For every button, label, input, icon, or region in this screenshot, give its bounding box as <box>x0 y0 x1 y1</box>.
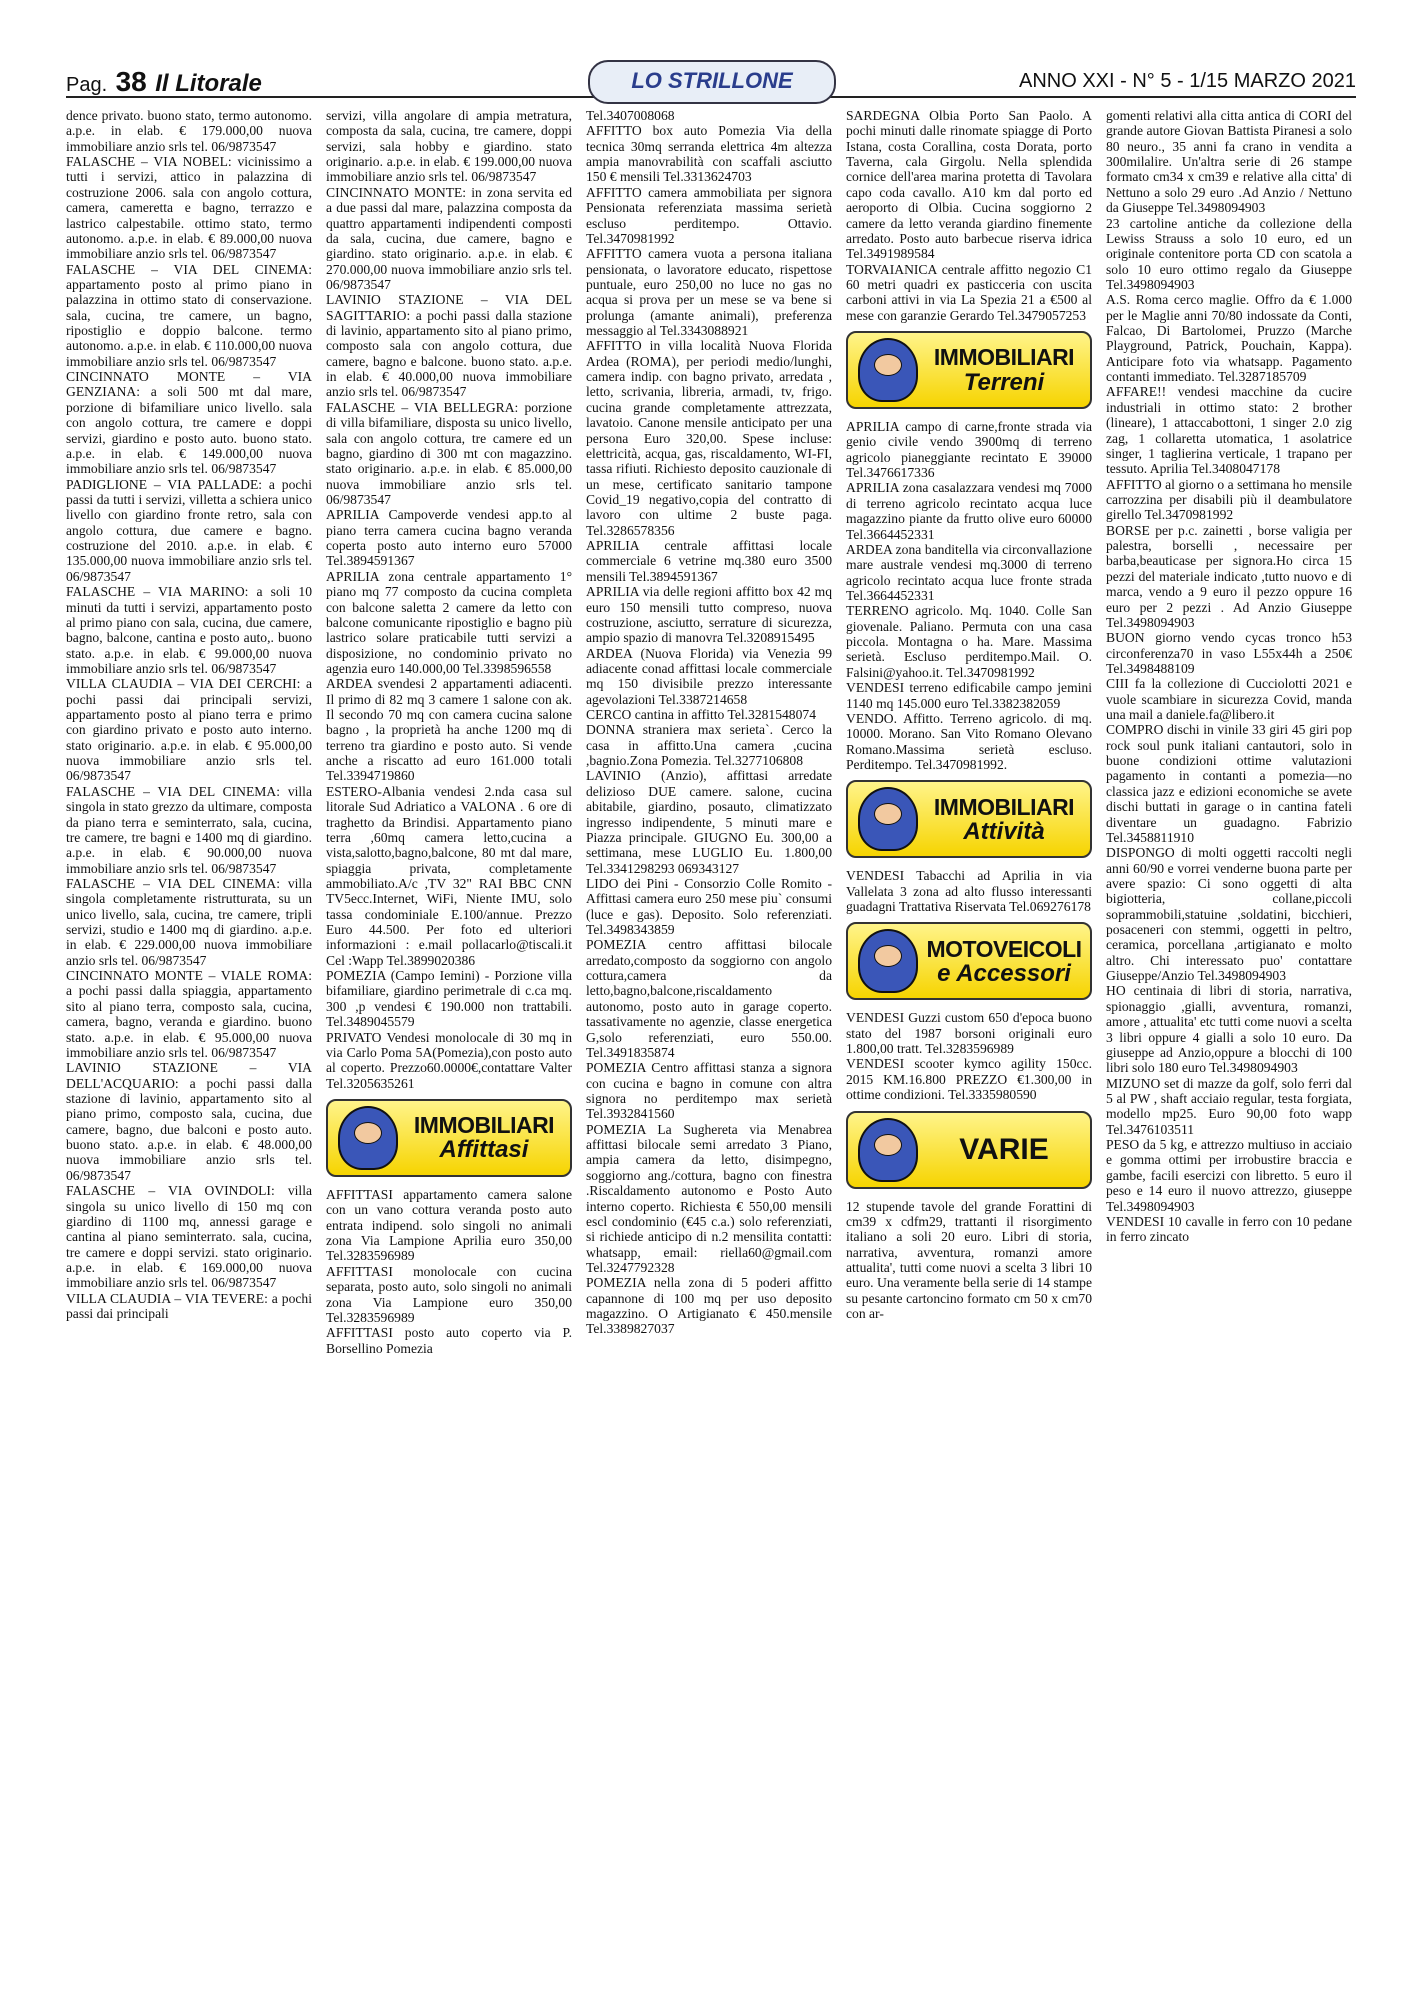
classified-ad: VENDESI scooter kymco agility 150cc. 2015 KM.16.800 PREZZO €1.300,00 in ottime condizioni. Tel.3335980590 <box>846 1056 1092 1103</box>
classified-ad: POMEZIA nella zona di 5 poderi affitto capannone di 100 mq per uso deposito magazzino. O Artigianato € 450.mensile Tel.3389827037 <box>586 1275 832 1337</box>
classified-ad: PADIGLIONE – VIA PALLADE: a pochi passi da tutti i servizi, villetta a schiera unico livello con giardino fronte retro, sala con angolo cottura, due camere e bagno. costruzione del 2010. a.p.e. in elab. € 135.000,00 nuova immobiliare anzio srls tel. 06/9873547 <box>66 476 312 584</box>
classified-ad: APRILIA Campoverde vendesi app.to al piano terra camera cucina bagno veranda coperta posto auto interno euro 57000 Tel.3894591367 <box>326 507 572 569</box>
classified-ad: HO centinaia di libri di storia, narrativa, spionaggio ,gialli, avventura, romanzi, amore , attualita' etc tutti come nuovi a scelta 3 libri oppure 4 gialli a solo 10 euro. Da giuseppe ad Anzio,oppure a blocchi di 100 libri solo 180 euro Tel.3498094903 <box>1106 983 1352 1076</box>
classified-ad: 12 stupende tavole del grande Forattini di cm39 x cdfm29, trattanti il risorgimento italiano a soli 20 euro. Libri di storia, narrativa, avventura, romanzi amore attualita', tutti come nuovi a scelta 3 libri 10 euro. Una veramente bella serie di 14 stampe su pesante cartoncino formato cm 50 x cm70 con ar- <box>846 1198 1092 1322</box>
section-banner-varie <box>846 1111 1092 1189</box>
classified-ad: COMPRO dischi in vinile 33 giri 45 giri pop rock soul punk italiani cantautori, solo in buone condizioni ottime valutazioni pagamento in contanti a pomezia—no classica jazz e edizioni economiche se avete dischi buttati in garage o in cantina fateli diventare un guadagno. Fabrizio Tel.3458811910 <box>1106 722 1352 845</box>
column-4 <box>846 108 1092 1988</box>
classified-ad: POMEZIA Centro affittasi stanza a signora con cucina e bagno in comune con altra signora no perditempo max serietà Tel.3932841560 <box>586 1060 832 1122</box>
classified-ad: AFFITTO al giorno o a settimana ho mensile carrozzina per disabili più il deambulatore girello Tel.3470981992 <box>1106 476 1352 523</box>
classified-ad: FALASCHE – VIA DEL CINEMA: villa singola completamente ristrutturata, su un unico livello, sala, cucina, tre camere, tripli servizi, studio e 1400 mq di giardino. a.p.e. in elab. € 229.000,00 nuova immobiliare anzio srls tel. 06/9873547 <box>66 875 312 968</box>
classified-ad: AFFITTASI appartamento camera salone con un vano cottura veranda posto auto entrata indipend. solo singoli no animali zona Via Lampione Aprilia euro 350,00 Tel.3283596989 <box>326 1187 572 1264</box>
classified-ad: POMEZIA (Campo Iemini) - Porzione villa bifamiliare, giardino perimetrale di c.ca mq. 300 ,p vendesi € 190.000 non trattabili. Tel.3489045579 <box>326 968 572 1030</box>
classified-ad: APRILIA campo di carne,fronte strada via genio civile vendo 3900mq di terreno agricolo pianeggiante recintato E 39000 Tel.3476617336 <box>846 419 1092 481</box>
ads-list <box>846 419 1092 772</box>
banner-title: IMMOBILIARI <box>933 344 1075 371</box>
classified-ad: LAVINIO STAZIONE – VIA DEL SAGITTARIO: a pochi passi dalla stazione di lavinio, appartamento sito al piano primo, composto sala con angolo cottura, due camere, bagno e balcone. buono stato. a.p.e. in elab. € 40.000,00 nuova immobiliare anzio srls tel. 06/9873547 <box>326 292 572 400</box>
banner-title: MOTOVEICOLI <box>926 935 1082 962</box>
classified-ad: Tel.3407008068 <box>586 108 675 123</box>
column-5 <box>1106 108 1352 1988</box>
classified-ad: ARDEA svendesi 2 appartamenti adiacenti. Il primo di 82 mq 3 camere 1 salone con ak. Il secondo 70 mq con camera cucina salone bagno , la proprietà ha anche 1200 mq di terreno tra giardino e posto auto. Si vende anche a riscatto ad euro 161.000 totali Tel.3394719860 <box>326 676 572 784</box>
classified-ad: AFFARE!! vendesi macchine da cucire industriali in ottimo stato: 2 brother (lineare), 1 attaccabottoni, 1 singer 2.0 zig zag, 1 collaretta utomatica, 1 asolatrice singer, 1 taglierina verticale, 1 trapano per tessuto. Aprilia Tel.3408047178 <box>1106 384 1352 477</box>
classified-ad: AFFITTO box auto Pomezia Via della tecnica 30mq serranda elettrica 4m altezza ampia manovrabilità con scaffali asciutto 150 € mensili Tel.3313624703 <box>586 123 832 185</box>
classified-ad: LIDO dei Pini - Consorzio Colle Romito - Affittasi camera euro 250 mese piu` consumi (luce e gas). Deposito. Solo referenziati. Tel.3498343859 <box>586 875 832 938</box>
classified-ad: BORSE per p.c. zainetti , borse valigia per palestra, borselli , necessaire per barba,beauticase per signora.Ho circa 15 pezzi del materiale indicato ,tutto nuovo e di marca, vendo a 9 euro il pezzo oppure 16 euro per 2 pezzi . Ad Anzio Giuseppe Tel.3498094903 <box>1106 522 1352 630</box>
strillone-logo: LO STRILLONE <box>588 60 836 104</box>
classified-ad: 23 cartoline antiche da collezione della Lewiss Strauss a solo 10 euro, ed un originale contenitore porta CD con scatola a solo 10 euro ottimo regalo da Giuseppe Tel.3498094903 <box>1106 215 1352 292</box>
classified-ad: VILLA CLAUDIA – VIA DEI CERCHI: a pochi passi dai principali servizi, appartamento posto al piano terra e primo con giardino privato e posto auto interno. stato originario. a.p.e. in elab. € 95.000,00 nuova immobiliare anzio srls tel. 06/9873547 <box>66 676 312 784</box>
classified-ad: BUON giorno vendo cycas tronco h53 circonferenza70 in vaso L55x44h a 250€ Tel.3498488109 <box>1106 630 1352 676</box>
strillone-mascot-icon <box>338 1106 398 1170</box>
classified-ad: POMEZIA La Sughereta via Menabrea affittasi bilocale semi arredato 3 Piano, ampia camera da letto, disimpegno, soggiorno ang./cottura, bagno con finestra .Riscaldamento autonomo e Posto Auto interno coperto. Richiesta € 550,00 mensili escl condominio (€45 c.a.) solo referenziati, si richiede anticipo di n.2 mensilita contatti: whatsapp, email: riella60@gmail.com Tel.3247792328 <box>586 1121 832 1275</box>
classified-ad: PRIVATO Vendesi monolocale di 30 mq in via Carlo Poma 5A(Pomezia),con posto auto al coperto. Prezzo60.0000€,contattare Valter Tel.3205635261 <box>326 1029 572 1091</box>
classified-ad: VENDESI terreno edificabile campo jemini 1140 mq 145.000 euro Tel.3382382059 <box>846 680 1092 711</box>
classified-ad: ARDEA zona banditella via circonvallazione mare australe vendesi mq.3000 di terreno agricolo recintato acqua luce fronte strada Tel.3664452331 <box>846 541 1092 603</box>
ads-list <box>1106 108 1352 1245</box>
paper-title: Il Litorale <box>155 70 262 97</box>
classified-ad: VENDESI 10 cavalle in ferro con 10 pedane in ferro zincato <box>1106 1213 1352 1245</box>
classified-ad: AFFITTASI monolocale con cucina separata, posto auto, solo singoli no animali zona Via Lampione euro 350,00 Tel.3283596989 <box>326 1263 572 1325</box>
classified-ad: APRILIA zona centrale appartamento 1° piano mq 77 composto da cucina completa con balcone saletta 2 camere da letto con balcone comunicante ripostiglio e bagno più lastrico solare praticabile tutti servizi a disposizione, no condominio privato no agenzia euro 140.000,00 Tel.3398596558 <box>326 568 572 676</box>
header-left <box>66 66 262 98</box>
classified-ad: TERRENO agricolo. Mq. 1040. Colle San giovenale. Paliano. Permuta con una casa piccola. Montagna o ha. Mare. Massima serietà. Escluso perditempo.Mail. O. Falsini@yahoo.it. Tel.3470981992 <box>846 603 1092 680</box>
classified-ad: SARDEGNA Olbia Porto San Paolo. A pochi minuti dalle rinomate spiagge di Porto Istana, costa Corallina, costa Dorata, porto Taverna, cala Girgolu. Nella splendida cornice dell'area marina protetta di Tavolara capo coda cavallo. A10 km dal porto ed aeroporto di Olbia. Cucina soggiorno 2 camere da letto veranda giardino finemente arredato. Posto auto barbecue riserva idrica Tel.3491989584 <box>846 108 1092 262</box>
classified-ad: AFFITTO camera vuota a persona italiana pensionata, o lavoratore educato, rispettose puntuale, euro 250,00 no luce no gas no acqua si prova per un mese se va bene si prolunga (amante animali), preferenza messaggio al Tel.3343088921 <box>586 246 832 339</box>
classified-ad: LAVINIO STAZIONE – VIA DELL'ACQUARIO: a pochi passi dalla stazione di lavinio, appartamento sito al piano primo, composto sala, cucina, due camere, bagno, due balconi e posto auto. buono stato. a.p.e. in elab. € 48.000,00 nuova immobiliare anzio srls tel. 06/9873547 <box>66 1060 312 1183</box>
column-1 <box>66 108 312 1988</box>
classified-ad: servizi, villa angolare di ampia metratura, composta da sala, cucina, tre camere, doppi servizi, sala hobby e giardino. stato originario. a.p.e. in elab. € 199.000,00 nuova immobiliare anzio srls tel. 06/9873547 <box>326 108 572 185</box>
classified-ad: CINCINNATO MONTE – VIA GENZIANA: a soli 500 mt dal mare, porzione di bifamiliare unico livello. sala con angolo cottura, tre camere e doppi servizi, giardino e posto auto. buono stato. a.p.e. in elab. € 149.000,00 nuova immobiliare anzio srls tel. 06/9873547 <box>66 369 312 477</box>
ads-list <box>326 1187 572 1356</box>
ads-list <box>66 108 312 1321</box>
classified-ad: CERCO cantina in affitto Tel.3281548074 <box>586 707 816 723</box>
classified-ad: gomenti relativi alla citta antica di CORI del grande autore Giovan Battista Piranesi a solo 80 neuro., 35 anni fa crano in vendita a 300milalire. Un'altra serie di 26 stampe formato cm34 x cm39 e relative alla citta' di Nettuno a solo 29 euro .Ad Anzio / Nettuno da Giuseppe Tel.3498094903 <box>1106 108 1352 216</box>
classified-ad: ARDEA (Nuova Florida) via Venezia 99 adiacente conad affittasi locale commerciale mq 150 divisibile prezzo interessante agevolazioni Tel.3387214658 <box>586 645 832 707</box>
classified-ad: TORVAIANICA centrale affitto negozio C1 60 metri quadri ex pasticceria con uscita carboni attivi in via La Spezia 21 a €500 al mese con garanzie Gerardo Tel.3479057253 <box>846 261 1092 323</box>
column-2 <box>326 108 572 1988</box>
classified-ad: POMEZIA centro affittasi bilocale arredato,composto da soggiorno con angolo cottura,camera da letto,bagno,balcone,riscaldamento autonomo, posto auto in garage coperto. tassativamente no agenzie, classe energetica G,solo referenziati, euro 550.00. Tel.3491835874 <box>586 937 832 1060</box>
classified-ad: PESO da 5 kg, e attrezzo multiuso in acciaio e gomma ottimi per irrobustire braccia e gambe, facili esercizi con libretto. 5 euro il peso e 14 euro il nuovo attrezzo, giuseppe Tel.3498094903 <box>1106 1137 1352 1214</box>
classified-ad: CINCINNATO MONTE: in zona servita ed a due passi dal mare, palazzina composta da quattro appartamenti indipendenti composti da sala, cucina, due camere, bagno e giardino. stato originario. a.p.e. in elab. € 270.000,00 nuova immobiliare anzio srls tel. 06/9873547 <box>326 184 572 292</box>
ads-list <box>846 868 1092 914</box>
classified-ad: DONNA straniera max serieta`. Cerco la casa in affitto.Una camera ,cucina ,bagnio.Zona Pomezia. Tel.3277106808 <box>586 722 832 769</box>
banner-subtitle: Terreni <box>963 368 1045 396</box>
ads-list <box>326 108 572 1091</box>
ads-list <box>846 1010 1092 1102</box>
classified-ad: FALASCHE – VIA DEL CINEMA: villa singola in stato grezzo da ultimare, composta da piano terra e seminterrato, sala, cucina, tre camere, tre bagni e 1400 mq di giardino. a.p.e. in elab. € 90.000,00 nuova immobiliare anzio srls tel. 06/9873547 <box>66 783 312 876</box>
strillone-mascot-icon <box>858 929 918 993</box>
classified-ad: VENDESI Guzzi custom 650 d'epoca buono stato del 1987 borsoni originali euro 1.800,00 tratt. Tel.3283596989 <box>846 1010 1092 1057</box>
section-banner-affittasi <box>326 1099 572 1177</box>
classified-ad: CINCINNATO MONTE – VIALE ROMA: a pochi passi dalla spiaggia, appartamento sito al piano terra, composto sala, cucina, camera, bagno, veranda e giardino. buono stato. a.p.e. in elab. € 95.000,00 nuova immobiliare anzio srls tel. 06/9873547 <box>66 968 312 1060</box>
classified-ad: VENDESI Tabacchi ad Aprilia in via Vallelata 3 zona ad alto flusso interessanti guadagni Trattativa Riservata Tel.069276178 <box>846 868 1092 915</box>
classified-ad: FALASCHE – VIA MARINO: a soli 10 minuti da tutti i servizi, appartamento posto al primo piano con sala, cucina, due camere, bagno, balcone, cantina e posto auto,. buono stato. a.p.e. in elab. € 99.000,00 nuova immobiliare anzio srls tel. 06/9873547 <box>66 584 312 676</box>
section-banner-terreni <box>846 331 1092 409</box>
section-banner-attivita <box>846 780 1092 858</box>
banner-title: IMMOBILIARI <box>933 793 1075 820</box>
classified-ad: VENDO. Affitto. Terreno agricolo. di mq. 10000. Morano. San Vito Romano Olevano Romano.Massima serietà escluso. Perditempo. Tel.3470981992. <box>846 710 1092 772</box>
strillone-mascot-icon <box>858 787 918 851</box>
classified-ad: VILLA CLAUDIA – VIA TEVERE: a pochi passi dai principali <box>66 1290 312 1322</box>
classified-ad: MIZUNO set di mazze da golf, solo ferri dal 5 al PW , shaft acciaio regular, testa forgiata, modello mp25. Euro 90,00 foto wapp Tel.3476103511 <box>1106 1075 1352 1137</box>
classified-ad: FALASCHE – VIA OVINDOLI: villa singola su unico livello di 150 mq con giardino di 1100 mq, annessi garage e cantina al piano seminterrato. sala, cucina, tre camere e doppi servizi. stato originario. a.p.e. in elab. € 169.000,00 nuova immobiliare anzio srls tel. 06/9873547 <box>66 1183 312 1291</box>
classified-ad: APRILIA via delle regioni affitto box 42 mq euro 150 mensili tutto compreso, nuova costruzione, asciutto, serrature di sicurezza, ampio spazio di manovra Tel.3208915495 <box>586 584 832 646</box>
classified-ad: APRILIA centrale affittasi locale commerciale 6 vetrine mq.380 euro 3500 mensili Tel.3894591367 <box>586 538 832 584</box>
classified-ad: DISPONGO di molti oggetti raccolti negli anni 60/90 e vorrei venderne buona parte per avere spazio: Ci sono oggetti di alta bigiotteria, collane,piccoli soprammobili,statuine ,soldatini, bicchieri, posaceneri con stemmi, oggetti in peltro, ceramica, porcellana ,artigianato e molto altro. Chi interessato puo' contattare Giuseppe/Anzio Tel.3498094903 <box>1106 845 1352 984</box>
page-number: 38 <box>115 66 147 97</box>
classified-ad: ESTERO-Albania vendesi 2.nda casa sul litorale Sud Adriatico a VALONA . 6 ore di traghetto da Brindisi. Appartamento piano terra ,60mq camera letto,cucina a vista,salotto,bagno,balcone, 80 mt dal mare, spiaggia privata, completamente ammobiliato.A/c ,TV 32" RAI BBC CNN TV5ecc.Internet, WiFi, Niente IMU, solo tassa condominiale E.100/annue. Prezzo Euro 44.500. Per foto ed ulteriori informazioni : e.mail pollacarlo@tiscali.it Cel :Wapp Tel.3899020386 <box>326 783 572 968</box>
banner-title: VARIE <box>959 1132 1049 1166</box>
banner-subtitle: e Accessori <box>937 959 1071 987</box>
issue-info: ANNO XXI - N° 5 - 1/15 MARZO 2021 <box>1019 70 1356 92</box>
classified-ad: FALASCHE – VIA BELLEGRA: porzione di villa bifamiliare, disposta su unico livello, sala con angolo cottura, tre camere ed un bagno, giardino di 300 mt con magazzino. stato originario. a.p.e. in elab. € 85.000,00 nuova immobiliare anzio srls tel. 06/9873547 <box>326 399 572 507</box>
ads-list <box>846 1199 1092 1322</box>
ads-list <box>846 108 1092 323</box>
classified-ad: APRILIA zona casalazzara vendesi mq 7000 di terreno agricolo recintato acqua luce magazzino piante da frutto olive euro 60000 Tel.3664452331 <box>846 480 1092 542</box>
strillone-mascot-icon <box>858 338 918 402</box>
classified-ad: dence privato. buono stato, termo autonomo. a.p.e. in elab. € 179.000,00 nuova immobiliare anzio srls tel. 06/9873547 <box>66 108 312 154</box>
classified-ad: AFFITTO camera ammobiliata per signora Pensionata referenziata massima serietà escluso perditempo. Ottavio. Tel.3470981992 <box>586 184 832 246</box>
classified-ad: A.S. Roma cerco maglie. Offro da € 1.000 per le Maglie anni 70/80 indossate da Conti, Falcao, Di Bartolomei, Pruzzo (Marche Playground, Patrick, Pouchain, Kappa). Anticipare foto via whatsapp. Pagamento contanti immediato. Tel.3287185709 <box>1106 292 1352 385</box>
page-label: Pag. <box>66 74 108 96</box>
column-3 <box>586 108 832 1988</box>
classified-ad: AFFITTASI posto auto coperto via P. Borsellino Pomezia <box>326 1325 572 1356</box>
classified-ad: FALASCHE – VIA DEL CINEMA: appartamento posto al primo piano in palazzina in ottimo stato di conservazione. sala, cucina, tre camere, un bagno, ripostiglio e doppio balcone. termo autonomo. a.p.e. in elab. € 110.000,00 nuova immobiliare anzio srls tel. 06/9873547 <box>66 261 312 369</box>
banner-subtitle: Affittasi <box>439 1136 529 1164</box>
strillone-mascot-icon <box>858 1118 918 1182</box>
ads-list <box>586 108 832 1337</box>
section-banner-motoveicoli <box>846 922 1092 1000</box>
classified-ad: CIII fa la collezione di Cucciolotti 2021 e vuole scambiare in sicurezza Covid, manda una mail a daniele.fa@libero.it <box>1106 676 1352 723</box>
classified-ad: AFFITTO in villa località Nuova Florida Ardea (ROMA), per periodi medio/lunghi, camera indip. con bagno privato, arredata , letto, scrivania, libreria, armadi, tv, frigo. cucina grande completamente attrezzata, lavatoio. Canone mensile anticipato per una persona Euro 320,00. Spese incluse: elettricità, acqua, gas, riscaldamento, WI-FI, tassa rifiuti. Richiesto deposito cauzionale di un mese, certificato sanitario tampone Covid_19 negativo,copia del contratto di lavoro con ultime 2 buste paga. Tel.3286578356 <box>586 338 832 538</box>
classified-ad: FALASCHE – VIA NOBEL: vicinissimo a tutti i servizi, attico in palazzina di costruzione 2006. sala con angolo cottura, camera, cameretta e bagno, terrazzo e lastrico calpestabile. ottimo stato, termo autonomo. a.p.e. in elab. € 89.000,00 nuova immobiliare anzio srls tel. 06/9873547 <box>66 154 312 262</box>
banner-title: IMMOBILIARI <box>413 1112 555 1139</box>
banner-subtitle: Attività <box>963 817 1045 845</box>
classified-ad: LAVINIO (Anzio), affittasi arredate delizioso DUE camere. salone, cucina abitabile, giardino, posauto, climatizzato ingresso indipendente, 5 minuti mare e Piazza principale. GIUGNO Eu. 300,00 a settimana, mese LUGLIO Eu. 1.800,00 Tel.3341298293 069343127 <box>586 768 832 876</box>
